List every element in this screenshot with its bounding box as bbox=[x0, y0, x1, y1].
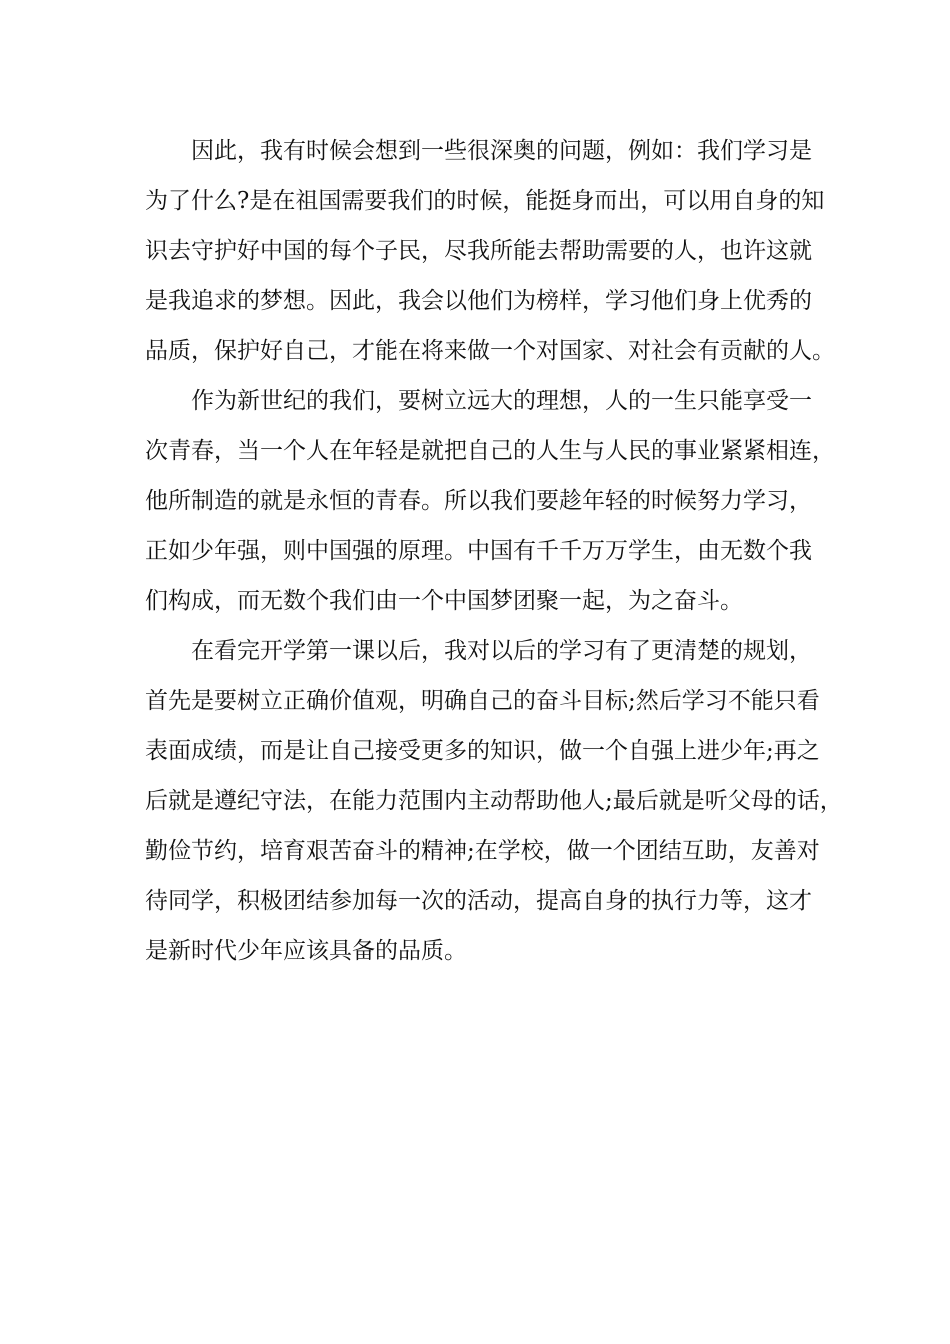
paragraph-line: 次青春，当一个人在年轻是就把自己的人生与人民的事业紧紧相连， bbox=[145, 438, 835, 464]
paragraph-line: 因此，我有时候会想到一些很深奥的问题，例如：我们学习是 bbox=[191, 138, 812, 164]
paragraph-1 bbox=[145, 126, 835, 376]
paragraph-line: 正如少年强，则中国强的原理。中国有千千万万学生，由无数个我 bbox=[145, 538, 812, 564]
paragraph-line: 品质，保护好自己，才能在将来做一个对国家、对社会有贡献的人。 bbox=[145, 338, 835, 364]
paragraph-line: 首先是要树立正确价值观，明确自己的奋斗目标;然后学习不能只看 bbox=[145, 688, 820, 714]
paragraph-line: 在看完开学第一课以后，我对以后的学习有了更清楚的规划， bbox=[191, 638, 812, 664]
paragraph-line: 为了什么?是在祖国需要我们的时候，能挺身而出，可以用自身的知 bbox=[145, 188, 825, 214]
paragraph-line: 勤俭节约，培育艰苦奋斗的精神;在学校，做一个团结互助，友善对 bbox=[145, 838, 820, 864]
paragraph-line: 们构成，而无数个我们由一个中国梦团聚一起，为之奋斗。 bbox=[145, 588, 743, 614]
paragraph-line: 是我追求的梦想。因此，我会以他们为榜样，学习他们身上优秀的 bbox=[145, 288, 812, 314]
document-body bbox=[145, 126, 843, 976]
paragraph-line: 表面成绩，而是让自己接受更多的知识，做一个自强上进少年;再之 bbox=[145, 738, 820, 764]
paragraph-line: 是新时代少年应该具备的品质。 bbox=[145, 938, 467, 964]
paragraph-line: 作为新世纪的我们，要树立远大的理想，人的一生只能享受一 bbox=[191, 388, 812, 414]
paragraph-2 bbox=[145, 376, 835, 626]
paragraph-line: 待同学，积极团结参加每一次的活动，提高自身的执行力等，这才 bbox=[145, 888, 812, 914]
paragraph-line: 他所制造的就是永恒的青春。所以我们要趁年轻的时候努力学习， bbox=[145, 488, 812, 514]
paragraph-3 bbox=[145, 626, 843, 976]
paragraph-line: 后就是遵纪守法，在能力范围内主动帮助他人;最后就是听父母的话， bbox=[145, 788, 843, 814]
paragraph-line: 识去守护好中国的每个子民，尽我所能去帮助需要的人，也许这就 bbox=[145, 238, 812, 264]
